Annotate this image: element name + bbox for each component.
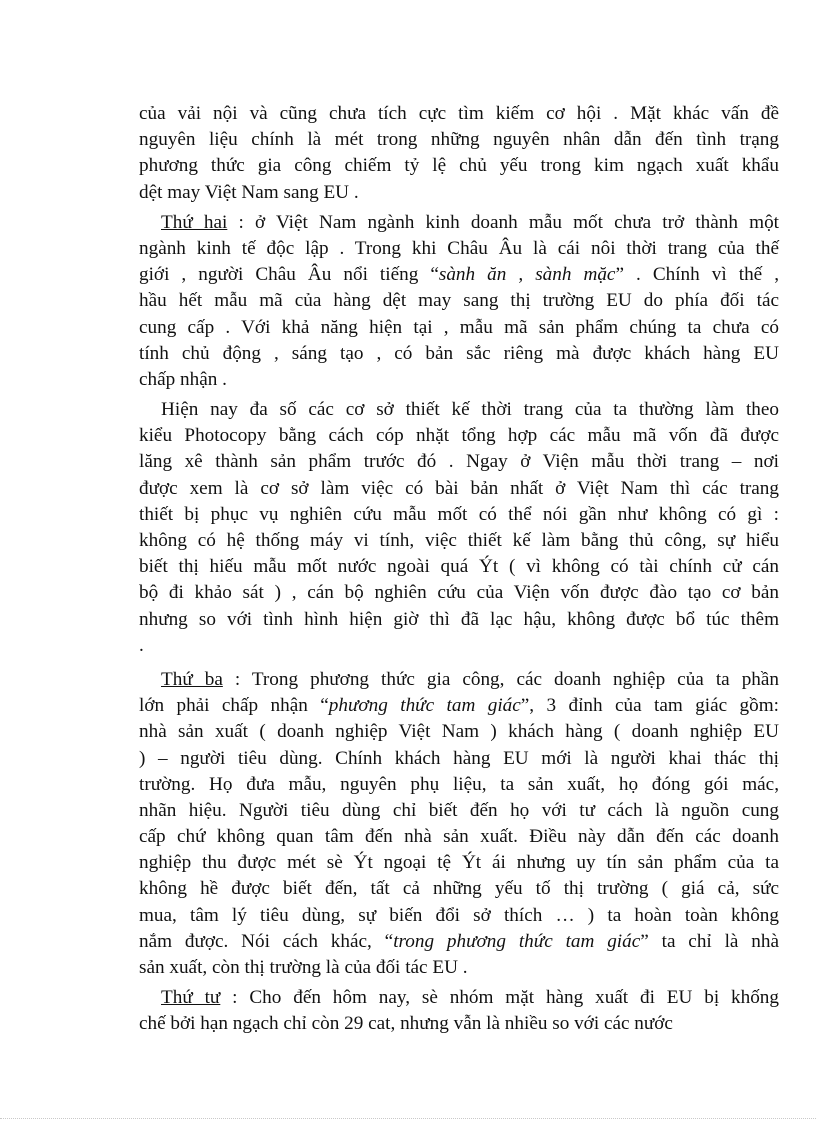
text-line: ngành kinh tế độc lập . Trong khi Châu Âu là cái nôi thời trang của thế [139, 237, 779, 259]
text-line: chấp nhận . [139, 368, 227, 390]
text-line: lớn phải chấp nhận “phương thức tam giác”, 3 đỉnh của tam giác gồm: [139, 695, 779, 717]
emphasis-text: trong phương thức tam giác [393, 930, 641, 952]
text-line: nguyên liệu chính là mét trong những nguyên nhân dẫn đến tình trạng [139, 129, 779, 151]
text-line: Thứ ba : Trong phương thức gia công, các doanh nghiệp của ta phần [161, 668, 779, 690]
section-heading: Thứ tư [161, 987, 221, 1009]
emphasis-text: phương thức tam giác [328, 695, 521, 717]
text-line: Hiện nay đa số các cơ sở thiết kế thời trang của ta thường làm theo [161, 399, 779, 421]
text-line: nhưng so với tình hình hiện giờ thì đã lạc hậu, không được bổ túc thêm [139, 608, 779, 630]
page-bottom-divider [0, 1118, 816, 1119]
text-line: không có hệ thống máy vi tính, việc thiết kế làm bằng thủ công, sự hiểu [139, 530, 779, 551]
text-line: . [139, 634, 144, 656]
text-line: Thứ hai : ở Việt Nam ngành kinh doanh mẫu mốt chưa trở thành một [161, 211, 779, 233]
text-line: phương thức gia công chiếm tỷ lệ chủ yếu trong kim ngạch xuất khẩu [139, 155, 779, 177]
text-line: sản xuất, còn thị trường là của đối tác EU . [139, 957, 468, 978]
text-line: giới , người Châu Âu nổi tiếng “sành ăn , sành mặc” . Chính vì thế , [139, 264, 780, 286]
section-heading: Thứ ba [161, 668, 223, 690]
text-line: thiết bị phục vụ nghiên cứu mẫu mốt có thể nói gần như không có gì : [139, 503, 779, 525]
text-line: nghiệp thu được mét sè Ýt ngoại tệ Ýt ái nhưng uy tín sản phẩm của ta [139, 852, 779, 874]
text-line: tính chủ động , sáng tạo , có bản sắc riêng mà được khách hàng EU [139, 342, 779, 364]
text-line: biết thị hiếu mẫu mốt nước ngoài quá Ýt ( vì không có tài chính cử cán [139, 556, 779, 578]
paragraph-thu-tu [139, 985, 779, 1037]
paragraph-hien-nay [139, 397, 779, 659]
text-line: nắm được. Nói cách khác, “trong phương thức tam giác” ta chỉ là nhà [139, 930, 779, 952]
paragraph-thu-ba [139, 667, 779, 981]
text-line: của vải nội và cũng chưa tích cực tìm kiếm cơ hội . Mặt khác vấn đề [139, 103, 779, 124]
text-line: kiểu Photocopy bằng cách cóp nhặt tổng hợp các mẫu mã vốn đã được [139, 425, 779, 447]
text-line: bộ đi khảo sát ) , cán bộ nghiên cứu của Viện vốn được đào tạo cơ bản [139, 582, 779, 604]
text-line: không hề được biết đến, tất cả những yếu tố thị trường ( giá cả, sức [139, 878, 779, 900]
paragraph-1 [139, 101, 779, 206]
text-line: cung cấp . Với khả năng hiện tại , mẫu mã sản phẩm chúng ta chưa có [139, 316, 779, 338]
text-line: Thứ tư : Cho đến hôm nay, sè nhóm mặt hàng xuất đi EU bị khống [161, 987, 779, 1009]
text-line: lăng xê thành sản phẩm trước đó . Ngay ở Viện mẫu thời trang – nơi [139, 451, 779, 473]
text-line: nhà sản xuất ( doanh nghiệp Việt Nam ) khách hàng ( doanh nghiệp EU [139, 721, 779, 743]
paragraph-thu-hai [139, 210, 779, 393]
emphasis-text: sành ăn , sành mặc [438, 264, 616, 286]
text-line: chế bởi hạn ngạch chỉ còn 29 cat, nhưng vẫn là nhiều so với các nước [139, 1013, 673, 1035]
section-heading: Thứ hai [161, 211, 228, 233]
document-page [139, 101, 779, 1038]
text-line: được xem là cơ sở làm việc có bài bản nhất ở Việt Nam thì các trang [139, 477, 779, 499]
text-line: dệt may Việt Nam sang EU . [139, 181, 359, 203]
text-line: nhãn hiệu. Người tiêu dùng chỉ biết đến họ với tư cách là nguồn cung [139, 799, 779, 821]
text-line: ) – người tiêu dùng. Chính khách hàng EU mới là người khai thác thị [139, 747, 779, 769]
text-line: hầu hết mẫu mã của hàng dệt may sang thị trường EU do phía đối tác [139, 290, 779, 312]
text-line: mua, tâm lý tiêu dùng, sự biến đổi sở thích … ) ta hoàn toàn không [139, 904, 779, 926]
text-line: trường. Họ đưa mẫu, nguyên phụ liệu, ta sản xuất, họ đóng gói mác, [139, 773, 779, 795]
text-line: cấp chứ không quan tâm đến nhà sản xuất. Điều này dẫn đến các doanh [139, 826, 779, 848]
